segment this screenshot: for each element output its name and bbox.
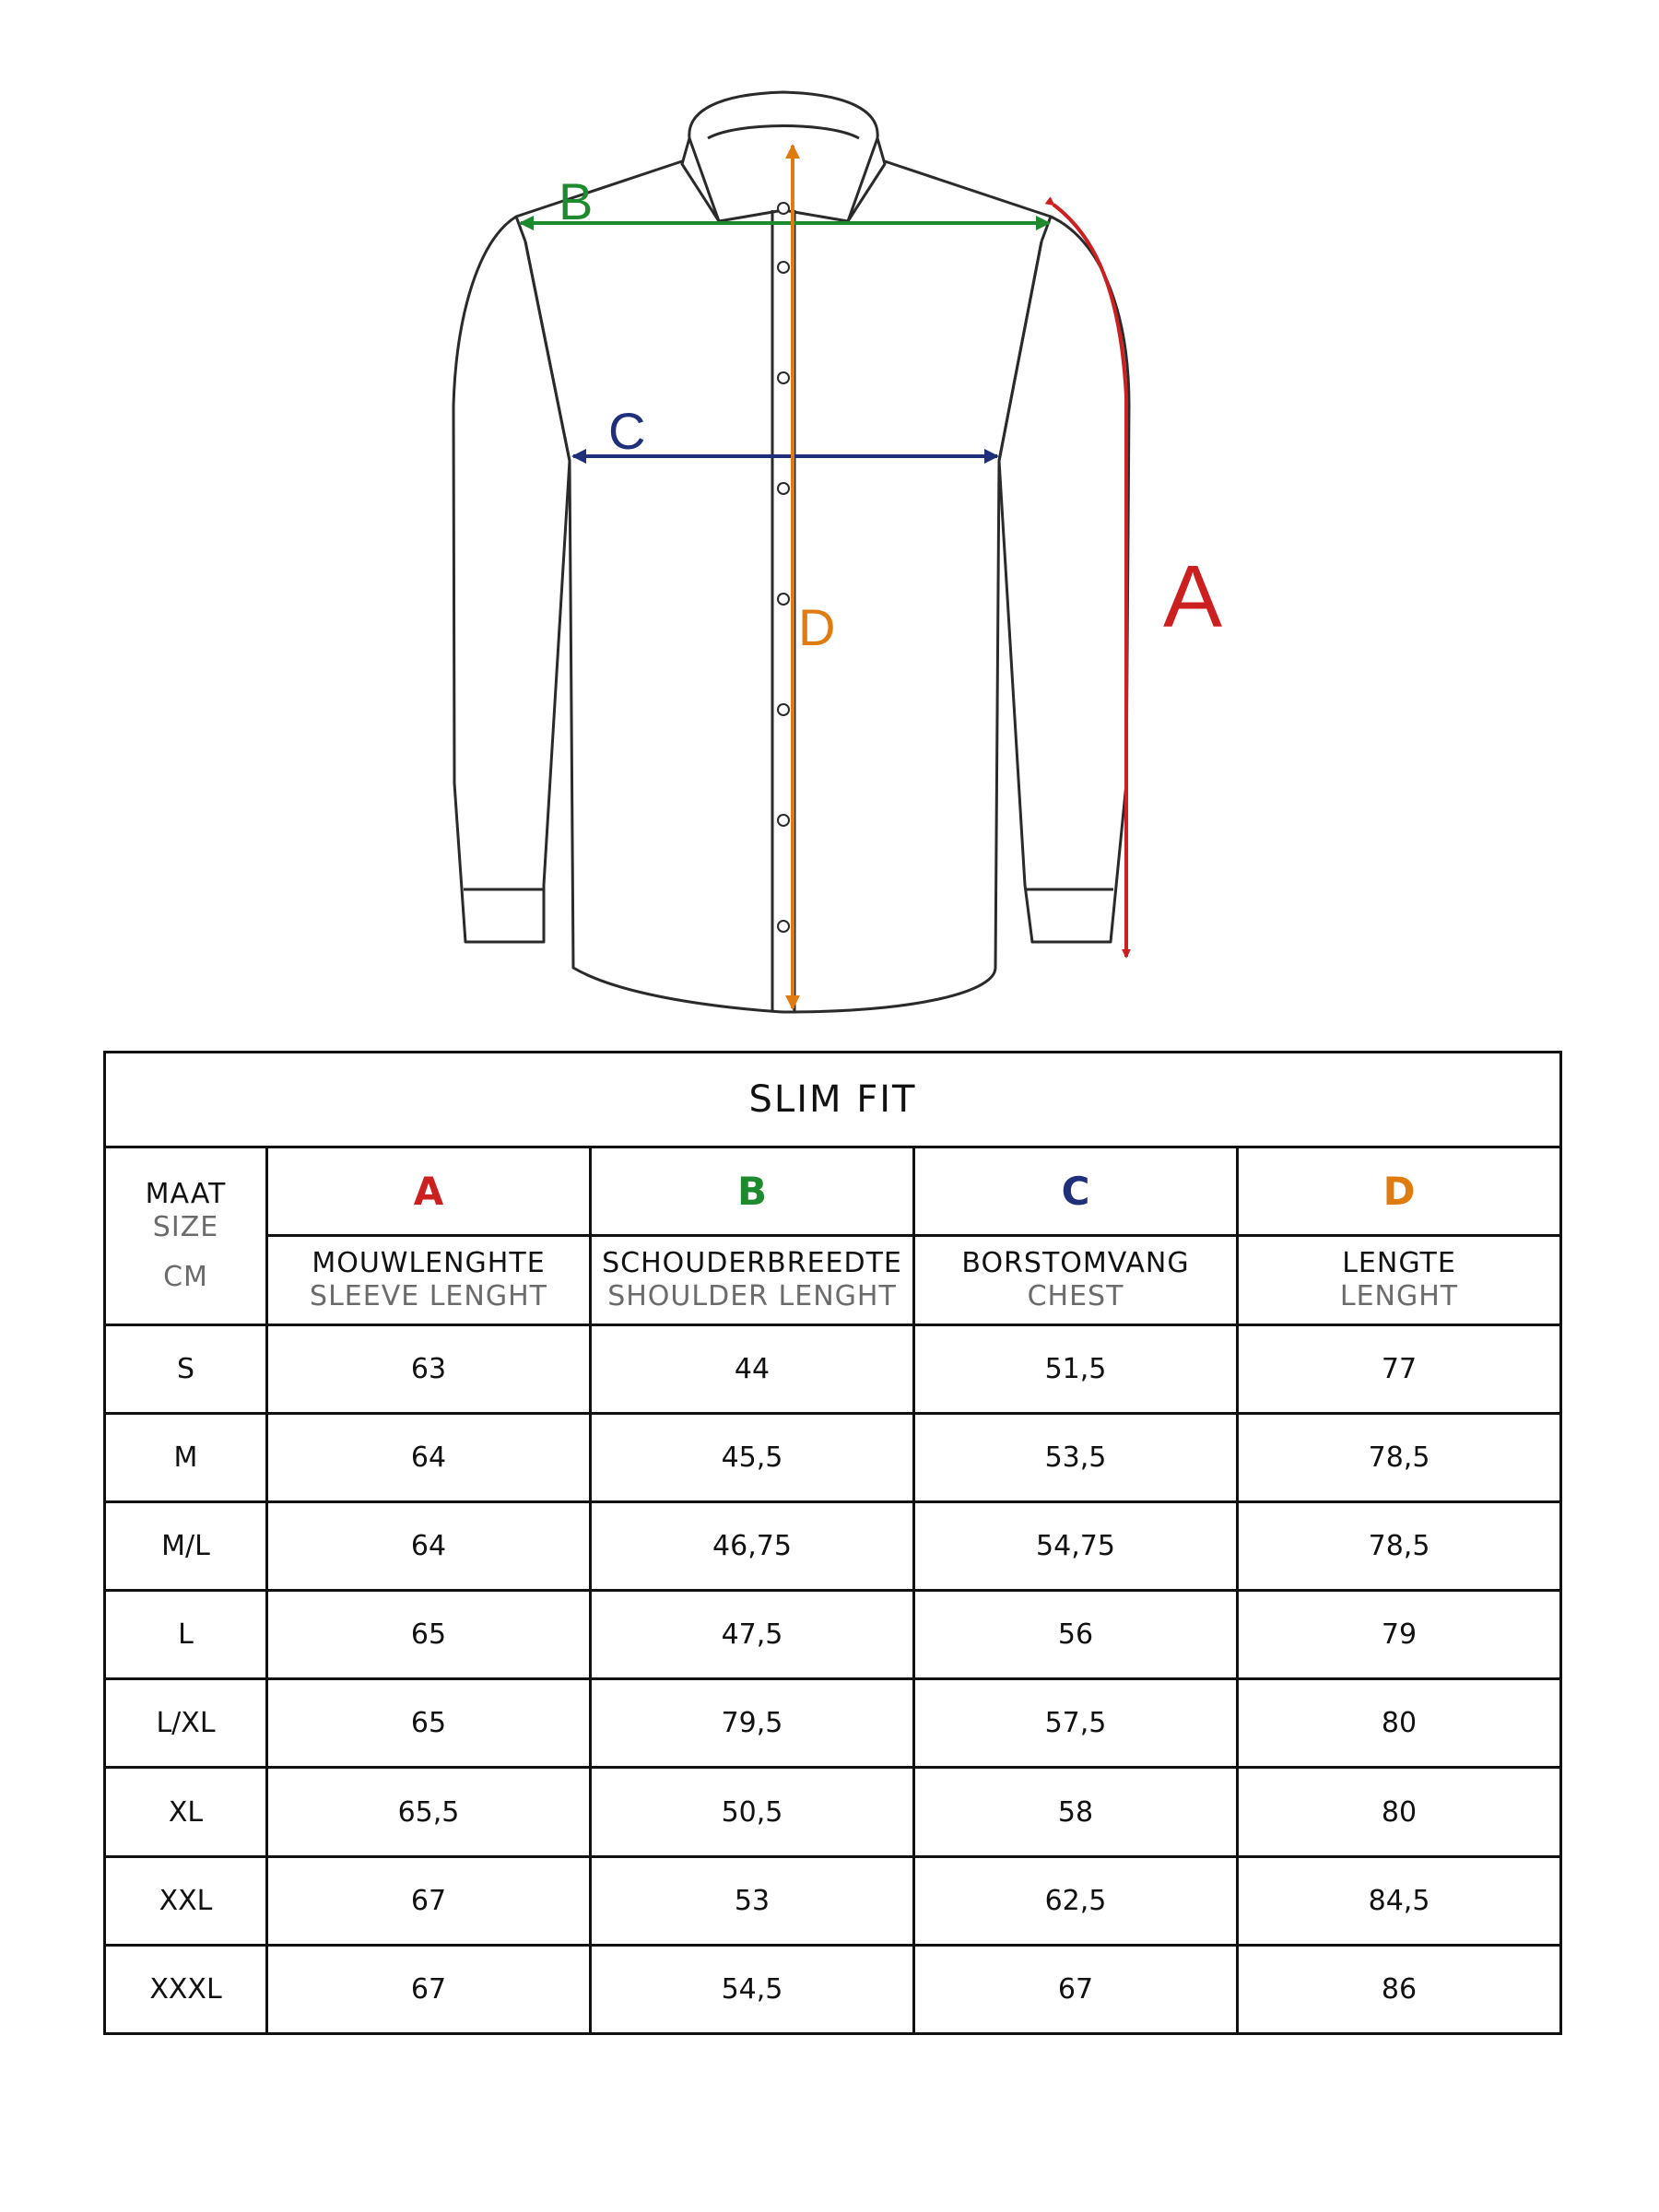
column-header-a-en: SLEEVE LENGHT	[310, 1280, 547, 1312]
sleeve-value-cell: 63	[267, 1324, 591, 1413]
column-header-d	[1238, 1236, 1561, 1324]
button	[778, 921, 789, 932]
length-value-cell: 86	[1238, 1945, 1561, 2033]
column-letter-c: C	[914, 1147, 1238, 1236]
size-cell: XXL	[105, 1856, 267, 1945]
shirt-body	[525, 241, 1041, 1012]
shoulder-value-cell: 45,5	[591, 1413, 914, 1501]
size-header-nl: MAAT	[145, 1177, 227, 1210]
sleeve-value-cell: 67	[267, 1856, 591, 1945]
size-cell: XL	[105, 1768, 267, 1856]
button	[778, 594, 789, 605]
size-header-cell	[105, 1147, 267, 1324]
column-letter-a: A	[267, 1147, 591, 1236]
column-header-d-en: LENGHT	[1339, 1280, 1459, 1312]
shoulder-value-cell: 44	[591, 1324, 914, 1413]
table-row	[105, 1679, 1561, 1768]
shoulder-value-cell: 46,75	[591, 1501, 914, 1590]
sleeve-value-cell: 65	[267, 1679, 591, 1768]
length-value-cell: 79	[1238, 1591, 1561, 1679]
column-letter-b: B	[591, 1147, 914, 1236]
column-header-c	[914, 1236, 1238, 1324]
shoulder-value-cell: 79,5	[591, 1679, 914, 1768]
button	[778, 203, 789, 214]
collar-inner	[708, 126, 859, 139]
right-shoulder	[885, 161, 1051, 241]
size-header-en: SIZE	[152, 1210, 219, 1243]
column-header-b-nl: SCHOUDERBREEDTE	[602, 1247, 902, 1279]
shoulder-value-cell: 53	[591, 1856, 914, 1945]
shoulder-value-cell: 47,5	[591, 1591, 914, 1679]
length-value-cell: 78,5	[1238, 1413, 1561, 1501]
button	[778, 483, 789, 494]
size-cell: L/XL	[105, 1679, 267, 1768]
dimension-d-label: D	[798, 598, 836, 656]
chest-value-cell: 67	[914, 1945, 1238, 2033]
chest-value-cell: 56	[914, 1591, 1238, 1679]
length-value-cell: 80	[1238, 1768, 1561, 1856]
column-header-b-en: SHOULDER LENGHT	[607, 1280, 897, 1312]
length-value-cell: 80	[1238, 1679, 1561, 1768]
table-row	[105, 1945, 1561, 2033]
length-value-cell: 84,5	[1238, 1856, 1561, 1945]
chest-value-cell: 58	[914, 1768, 1238, 1856]
sleeve-value-cell: 64	[267, 1501, 591, 1590]
column-letter-d: D	[1238, 1147, 1561, 1236]
chest-value-cell: 57,5	[914, 1679, 1238, 1768]
chest-value-cell: 54,75	[914, 1501, 1238, 1590]
table-title: SLIM FIT	[105, 1053, 1561, 1147]
sleeve-value-cell: 65,5	[267, 1768, 591, 1856]
table-title-row	[105, 1053, 1561, 1147]
button	[778, 704, 789, 715]
dimension-c-label: C	[608, 402, 646, 460]
table-row	[105, 1591, 1561, 1679]
shirt-measurement-diagram	[0, 0, 1659, 1032]
left-sleeve	[453, 217, 570, 942]
left-shoulder	[516, 161, 682, 241]
column-header-d-nl: LENGTE	[1342, 1247, 1456, 1279]
table-row	[105, 1324, 1561, 1413]
dimension-b-label: B	[559, 172, 594, 230]
length-value-cell: 77	[1238, 1324, 1561, 1413]
table-row	[105, 1501, 1561, 1590]
column-header-a	[267, 1236, 591, 1324]
right-sleeve	[999, 217, 1129, 942]
size-header-unit: CM	[163, 1260, 208, 1293]
size-cell: XXXL	[105, 1945, 267, 2033]
dimension-a-label: A	[1163, 547, 1223, 646]
column-header-c-en: CHEST	[1027, 1280, 1124, 1312]
dimension-a-arrow	[1053, 205, 1126, 957]
chest-value-cell: 62,5	[914, 1856, 1238, 1945]
sleeve-value-cell: 65	[267, 1591, 591, 1679]
size-cell: M	[105, 1413, 267, 1501]
column-header-c-nl: BORSTOMVANG	[961, 1247, 1190, 1279]
sleeve-value-cell: 67	[267, 1945, 591, 2033]
table-row	[105, 1856, 1561, 1945]
table-row	[105, 1768, 1561, 1856]
shoulder-value-cell: 50,5	[591, 1768, 914, 1856]
sleeve-value-cell: 64	[267, 1413, 591, 1501]
button	[778, 262, 789, 273]
chest-value-cell: 51,5	[914, 1324, 1238, 1413]
length-value-cell: 78,5	[1238, 1501, 1561, 1590]
table-description-row	[105, 1236, 1561, 1324]
column-header-a-nl: MOUWLENGHTE	[312, 1247, 546, 1279]
size-cell: M/L	[105, 1501, 267, 1590]
shoulder-value-cell: 54,5	[591, 1945, 914, 2033]
size-cell: L	[105, 1591, 267, 1679]
size-cell: S	[105, 1324, 267, 1413]
column-header-b	[591, 1236, 914, 1324]
table-row	[105, 1413, 1561, 1501]
size-table	[103, 1051, 1562, 2035]
chest-value-cell: 53,5	[914, 1413, 1238, 1501]
shirt-buttons	[778, 203, 789, 932]
button	[778, 815, 789, 826]
button	[778, 372, 789, 383]
table-letter-row	[105, 1147, 1561, 1236]
